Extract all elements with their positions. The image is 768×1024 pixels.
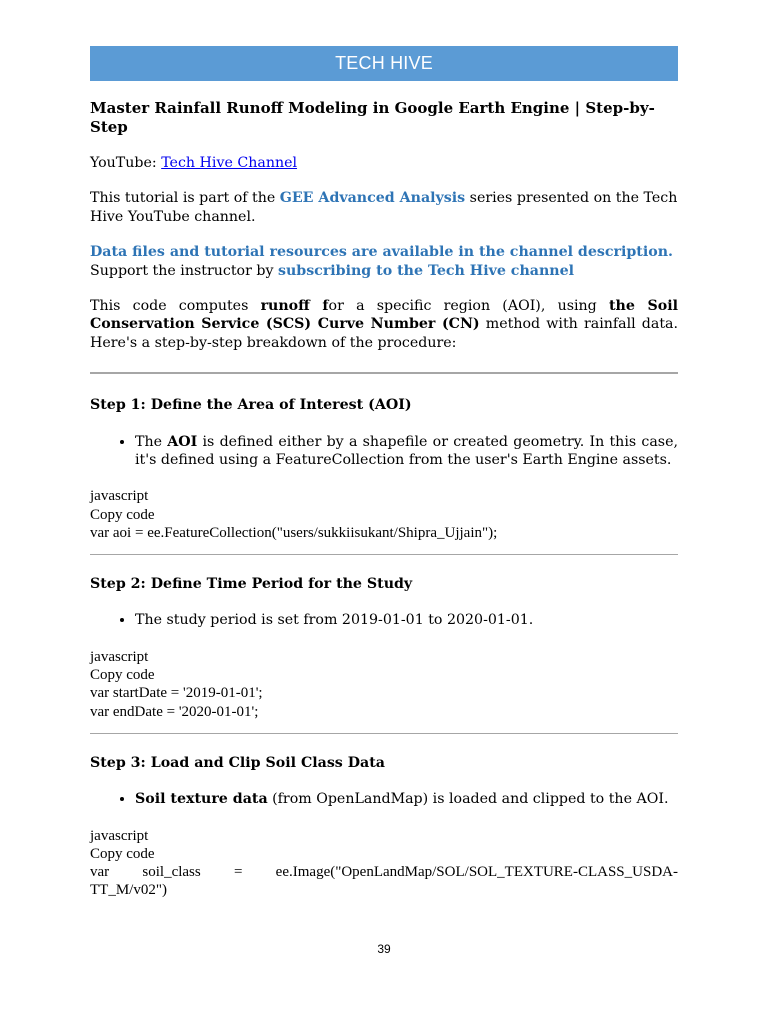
step-3-code-lang: javascript bbox=[90, 827, 149, 844]
step-1-bullet bbox=[135, 433, 678, 470]
step-3-bullet-text: (from OpenLandMap) is loaded and clipped to the AOI. bbox=[267, 791, 669, 808]
overview-paragraph bbox=[90, 297, 678, 352]
intro-text-1: This tutorial is part of the bbox=[90, 190, 280, 207]
step-2-code-line: var startDate = '2019-01-01'; bbox=[90, 685, 263, 702]
step-3-code-block bbox=[90, 827, 678, 900]
step-3-bullet-bold: Soil texture data bbox=[135, 791, 268, 808]
overview-bold-scs: the Soil Conservation Service (SCS) Curve Number (CN) bbox=[90, 298, 678, 333]
step-3-bullet bbox=[135, 790, 678, 808]
step-1-bullet-prefix: The bbox=[135, 433, 168, 450]
youtube-label: YouTube: bbox=[90, 155, 162, 171]
resources-paragraph bbox=[90, 243, 678, 280]
step-2-bullets bbox=[90, 611, 678, 629]
header-banner bbox=[90, 46, 678, 81]
step-2-bullet-text: The study period is set from 2019-01-01 to 2020-01-01. bbox=[135, 612, 534, 629]
page-number: 39 bbox=[377, 942, 391, 956]
step-1-code-block bbox=[90, 487, 678, 542]
resources-note: Data files and tutorial resources are available in the channel description. bbox=[90, 244, 673, 261]
step-1-bullet-text: is defined either by a shapefile or created geometry. In this case, it's defined using a FeatureCollection from the user's Earth Engine assets. bbox=[135, 433, 678, 469]
step-1-title: Step 1: Define the Area of Interest (AOI) bbox=[90, 397, 412, 414]
step-2-code-line: var endDate = '2020-01-01'; bbox=[90, 703, 259, 720]
overview-text-1: This code computes bbox=[90, 298, 261, 315]
support-prefix: Support the instructor by bbox=[90, 262, 278, 279]
step-1-code-line: var aoi = ee.FeatureCollection("users/sukkiisukant/Shipra_Ujjain"); bbox=[90, 524, 498, 541]
step-2-code-lang: javascript bbox=[90, 648, 149, 665]
overview-text-2: or a specific region (AOI), using bbox=[328, 298, 609, 315]
step-3-code-line: var soil_class = ee.Image("OpenLandMap/SOL/SOL_TEXTURE-CLASS_USDA- bbox=[90, 863, 678, 880]
overview-bold-runoff: runoff f bbox=[260, 298, 329, 315]
section-divider bbox=[90, 733, 678, 734]
page-content bbox=[90, 99, 678, 899]
youtube-channel-link[interactable]: Tech Hive Channel bbox=[161, 155, 298, 171]
intro-text-2: series presented on the Tech Hive YouTube channel. bbox=[90, 190, 678, 225]
section-divider bbox=[90, 554, 678, 555]
step-2-bullet bbox=[135, 611, 678, 629]
step-2-copy-code[interactable]: Copy code bbox=[90, 667, 155, 684]
step-1-bullet-bold: AOI bbox=[167, 433, 198, 450]
document-title: Master Rainfall Runoff Modeling in Google Earth Engine | Step-by-Step bbox=[90, 99, 655, 136]
intro-paragraph bbox=[90, 189, 678, 226]
step-2-code-block bbox=[90, 648, 678, 721]
step-3-code-line: TT_M/v02") bbox=[90, 882, 167, 899]
step-3-title: Step 3: Load and Clip Soil Class Data bbox=[90, 754, 385, 771]
banner-title: TECH HIVE bbox=[335, 53, 433, 73]
step-3-copy-code[interactable]: Copy code bbox=[90, 845, 155, 862]
series-name: GEE Advanced Analysis bbox=[279, 190, 466, 207]
step-1-bullets bbox=[90, 433, 678, 470]
section-divider bbox=[90, 372, 678, 374]
step-2-title: Step 2: Define Time Period for the Study bbox=[90, 576, 413, 593]
subscribe-link[interactable]: subscribing to the Tech Hive channel bbox=[277, 262, 574, 279]
youtube-line bbox=[90, 154, 678, 172]
step-3-bullets bbox=[90, 790, 678, 808]
overview-text-3: method with rainfall data. Here's a step-by-step breakdown of the procedure: bbox=[90, 316, 679, 351]
step-1-code-lang: javascript bbox=[90, 488, 149, 505]
step-1-copy-code[interactable]: Copy code bbox=[90, 506, 155, 523]
